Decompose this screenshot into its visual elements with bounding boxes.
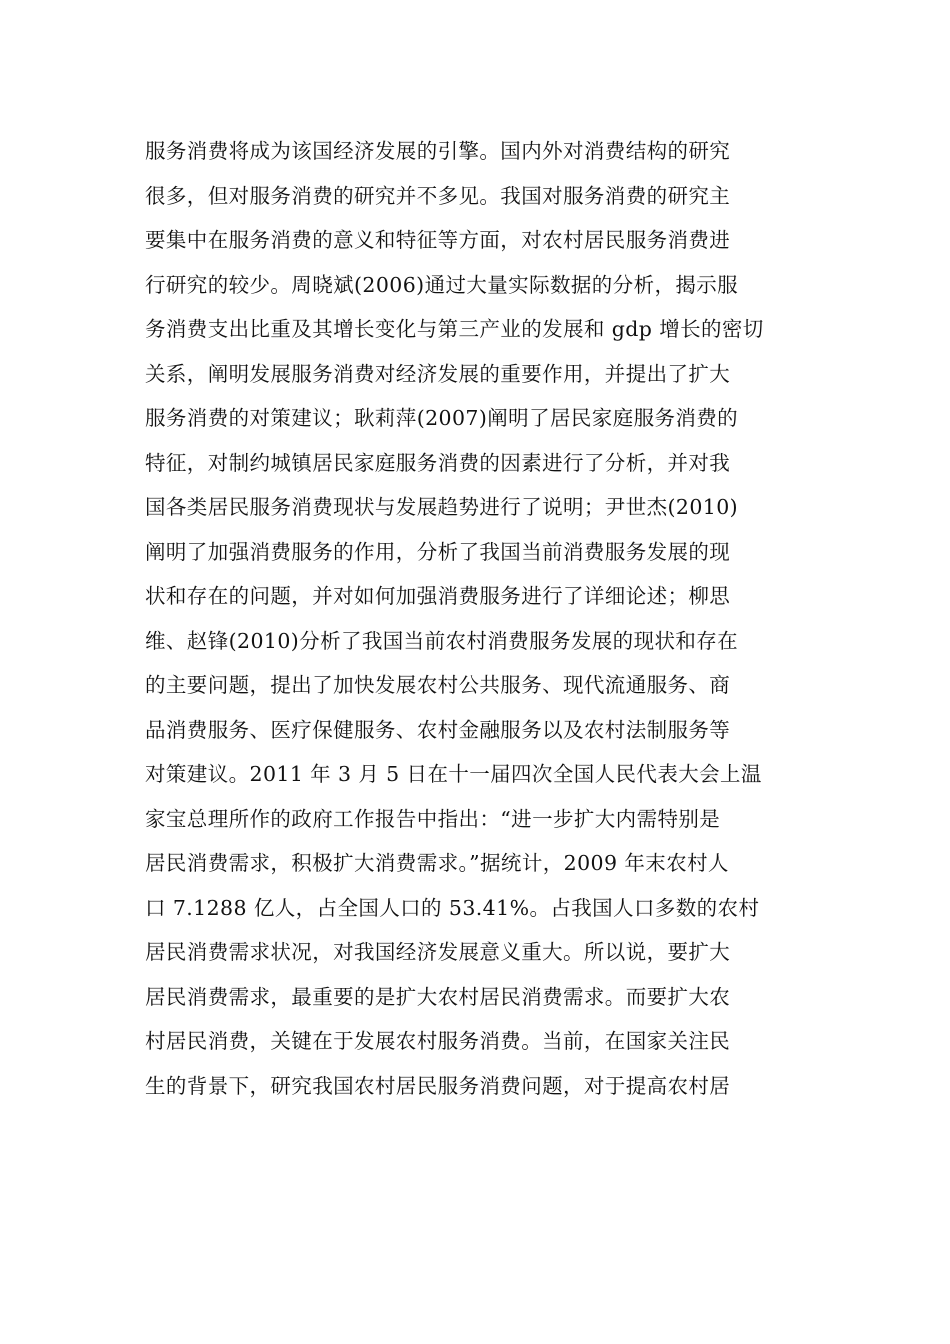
text-line: 特征，对制约城镇居民家庭服务消费的因素进行了分析，并对我 xyxy=(145,450,731,475)
text-line: 状和存在的问题，并对如何加强消费服务进行了详细论述；柳思 xyxy=(145,584,731,608)
text-line: 品消费服务、医疗保健服务、农村金融服务以及农村法制服务等 xyxy=(145,717,731,742)
body-paragraph xyxy=(145,129,805,1108)
text-line: 家宝总理所作的政府工作报告中指出：“进一步扩大内需特别是 xyxy=(145,806,721,831)
text-line: 服务消费的对策建议；耿莉萍(2007)阐明了居民家庭服务消费的 xyxy=(145,406,739,430)
text-line: 生的背景下，研究我国农村居民服务消费问题，对于提高农村居 xyxy=(145,1073,731,1098)
text-line: 村居民消费，关键在于发展农村服务消费。当前，在国家关注民 xyxy=(145,1029,731,1053)
text-line: 要集中在服务消费的意义和特征等方面，对农村居民服务消费进 xyxy=(145,228,731,252)
text-line: 居民消费需求，最重要的是扩大农村居民消费需求。而要扩大农 xyxy=(145,984,731,1009)
text-line: 阐明了加强消费服务的作用，分析了我国当前消费服务发展的现 xyxy=(145,539,731,564)
text-line: 对策建议。2011 年 3 月 5 日在十一届四次全国人民代表大会上温 xyxy=(145,762,762,786)
text-line: 维、赵锋(2010)分析了我国当前农村消费服务发展的现状和存在 xyxy=(145,628,739,653)
text-line: 的主要问题，提出了加快发展农村公共服务、现代流通服务、商 xyxy=(145,673,731,697)
text-line: 行研究的较少。周晓斌(2006)通过大量实际数据的分析，揭示服 xyxy=(145,272,739,297)
text-line: 很多，但对服务消费的研究并不多见。我国对服务消费的研究主 xyxy=(145,183,731,208)
text-line: 口 7.1288 亿人，占全国人口的 53.41%。占我国人口多数的农村 xyxy=(145,895,760,920)
text-line: 居民消费需求状况，对我国经济发展意义重大。所以说，要扩大 xyxy=(145,940,731,964)
text-line: 居民消费需求，积极扩大消费需求。”据统计，2009 年末农村人 xyxy=(145,851,729,875)
text-line: 务消费支出比重及其增长变化与第三产业的发展和 gdp 增长的密切 xyxy=(145,317,764,341)
text-line: 服务消费将成为该国经济发展的引擎。国内外对消费结构的研究 xyxy=(145,139,731,163)
text-line: 国各类居民服务消费现状与发展趋势进行了说明；尹世杰(2010) xyxy=(145,495,739,519)
text-line: 关系，阐明发展服务消费对经济发展的重要作用，并提出了扩大 xyxy=(145,361,731,386)
